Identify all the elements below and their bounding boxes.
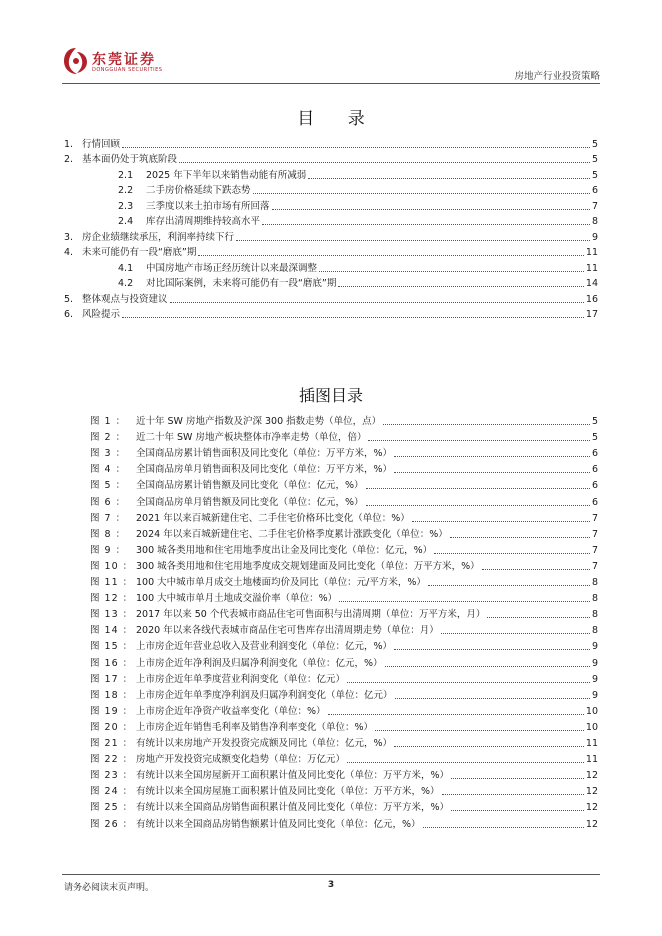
toc-entry[interactable] — [118, 260, 598, 275]
figure-entry-page: 12 — [585, 786, 598, 798]
figure-entry-title: 300 城各类用地和住宅用地季度成交规划建面及同比变化（单位：万平方米，%） — [136, 560, 480, 572]
figure-entry-page: 5 — [591, 416, 598, 427]
toc-entry[interactable] — [64, 306, 598, 321]
toc-entry-page: 9 — [591, 231, 598, 243]
figure-entry-number: 图 4 ： — [90, 464, 127, 476]
figure-entry[interactable] — [90, 783, 598, 798]
figure-entry[interactable] — [90, 687, 598, 702]
figure-entry-page: 6 — [591, 464, 598, 476]
figure-entry[interactable] — [90, 413, 598, 428]
figure-entry-number: 图 2 ： — [90, 432, 127, 444]
figure-entry-title: 2020 年以来各线代表城市商品住宅可售库存出清周期走势（单位：月） — [136, 625, 439, 637]
figure-entry-number: 图 18 ： — [90, 689, 134, 701]
toc-entry-page: 11 — [585, 262, 598, 274]
figure-entry-page: 6 — [591, 448, 598, 460]
figure-entry[interactable] — [90, 638, 598, 653]
toc-entry-title: 库存出清周期维持较高水平 — [146, 216, 261, 228]
figure-entry-leader — [347, 682, 590, 683]
figure-entry[interactable] — [90, 494, 598, 509]
toc-entry-title: 三季度以来土拍市场有所回落 — [146, 200, 270, 212]
toc-entry-leader — [198, 255, 584, 256]
toc-entry[interactable] — [64, 291, 598, 306]
figure-entry[interactable] — [90, 429, 598, 444]
toc-entry[interactable] — [64, 244, 598, 259]
figure-entry[interactable] — [90, 477, 598, 492]
figure-entry-leader — [368, 440, 589, 441]
figure-entry-title: 房地产开发投资完成额变化趋势（单位：万亿元） — [136, 754, 346, 766]
figure-entry[interactable] — [90, 445, 598, 460]
toc-entry-title: 2025 年下半年以来销售动能有所减弱 — [146, 169, 307, 181]
figure-entry-title: 100 大中城市单月成交土地楼面均价及同比（单位：元/平方米，%） — [136, 577, 426, 588]
figure-entry-leader — [394, 472, 590, 473]
figure-entry-page: 6 — [591, 480, 598, 492]
figure-entry-leader — [487, 617, 590, 618]
figure-entry-leader — [482, 569, 590, 570]
figure-entry-leader — [383, 424, 590, 425]
toc-entry-number: 4.1 — [118, 262, 134, 274]
figure-entry-page: 8 — [591, 625, 598, 637]
figure-entry-title: 有统计以来房地产开发投资完成额及同比（单位：亿元，%） — [136, 738, 393, 749]
toc-entry-page: 5 — [591, 154, 598, 166]
toc-entry[interactable] — [118, 167, 598, 182]
toc-entry-leader — [179, 162, 590, 163]
logo-mark-icon — [62, 46, 90, 76]
figure-entry-leader — [394, 746, 584, 747]
toc-entry[interactable] — [118, 182, 598, 197]
figure-entry-title: 上市房企近年净利润及归属净利润变化（单位：亿元，%） — [136, 657, 383, 669]
figure-entry-page: 7 — [591, 544, 598, 556]
toc-entry-leader — [262, 224, 590, 225]
figure-entry[interactable] — [90, 703, 598, 718]
figure-list-title: 插图目录 — [298, 386, 363, 405]
toc-entry-page: 5 — [591, 169, 598, 181]
figure-entry[interactable] — [90, 526, 598, 541]
toc-entry[interactable] — [118, 275, 598, 290]
toc-entry-title: 未来可能仍有一段“磨底”期 — [82, 247, 197, 259]
figure-entry-number: 图 5 ： — [90, 480, 127, 492]
figure-entry-title: 100 大中城市单月土地成交溢价率（单位：%） — [136, 593, 338, 605]
figure-entry-title: 上市房企近年营业总收入及营业利润变化（单位：亿元，%） — [136, 641, 393, 653]
figure-entry-number: 图 23 ： — [90, 770, 134, 782]
toc-entry-leader — [253, 193, 590, 194]
figure-entry-page: 10 — [585, 705, 598, 717]
figure-entry[interactable] — [90, 606, 598, 621]
figure-entry[interactable] — [90, 719, 598, 734]
figure-entry[interactable] — [90, 655, 598, 670]
toc-entry-page: 6 — [591, 185, 598, 197]
figure-entry-title: 近十年 SW 房地产指数及沪深 300 指数走势（单位，点） — [136, 416, 382, 427]
figure-entry-number: 图 11 ： — [90, 577, 134, 588]
figure-entry-number: 图 19 ： — [90, 705, 134, 717]
toc-entry-number: 3. — [64, 231, 74, 243]
toc-entry-number: 2.2 — [118, 185, 134, 197]
figure-entry[interactable] — [90, 816, 598, 831]
toc-entry-number: 2.3 — [118, 200, 134, 212]
company-logo — [62, 46, 202, 80]
figure-entry[interactable] — [90, 671, 598, 686]
figure-entry-number: 图 1 ： — [90, 416, 127, 427]
toc-entry-title: 二手房价格延续下跌态势 — [146, 185, 251, 197]
figure-entry[interactable] — [90, 542, 598, 557]
toc-entry-leader — [170, 302, 584, 303]
toc-entry-title: 整体观点与投资建议 — [82, 293, 168, 305]
figure-entry-number: 图 17 ： — [90, 673, 134, 685]
figure-entry-number: 图 24 ： — [90, 786, 134, 798]
figure-entry-number: 图 9 ： — [90, 544, 127, 556]
toc-entry-number: 2.4 — [118, 216, 134, 228]
figure-entry-leader — [328, 714, 584, 715]
toc-entry-number: 5. — [64, 293, 74, 305]
figure-entry-number: 图 26 ： — [90, 818, 134, 830]
footer-disclaimer: 请务必阅读末页声明。 — [64, 883, 155, 893]
page-number: 3 — [327, 880, 335, 890]
figure-entry-number: 图 16 ： — [90, 657, 134, 669]
figure-entry-title: 上市房企近年单季度净利润及归属净利润变化（单位：亿元） — [136, 689, 393, 701]
figure-entry-page: 11 — [585, 754, 598, 766]
figure-entry-number: 图 22 ： — [90, 754, 134, 766]
toc-entry-leader — [236, 240, 590, 241]
figure-entry-leader — [366, 505, 590, 506]
toc-entry-number: 2. — [64, 154, 74, 166]
figure-entry-leader — [339, 601, 590, 602]
figure-entry[interactable] — [90, 461, 598, 476]
figure-entry-number: 图 14 ： — [90, 625, 134, 637]
brand-name-cn: 东莞证券 — [92, 52, 156, 68]
toc-entry-page: 8 — [591, 216, 598, 228]
figure-entry-leader — [428, 585, 590, 586]
figure-entry-title: 近二十年 SW 房地产板块整体市净率走势（单位，倍） — [136, 432, 367, 444]
figure-entry-number: 图 15 ： — [90, 641, 134, 653]
figure-entry-number: 图 13 ： — [90, 609, 134, 621]
figure-entry-number: 图 6 ： — [90, 496, 127, 508]
toc-entry-number: 4. — [64, 247, 74, 259]
toc-entry-leader — [308, 178, 590, 179]
figure-entry-number: 图 25 ： — [90, 802, 134, 814]
figure-entry-leader — [394, 649, 590, 650]
figure-entry-leader — [441, 633, 590, 634]
figure-entry-page: 9 — [591, 689, 598, 701]
figure-entry-page: 12 — [585, 818, 598, 830]
figure-entry-leader — [375, 730, 584, 731]
figure-entry-page: 9 — [591, 657, 598, 669]
toc-entry[interactable] — [64, 229, 598, 244]
figure-entry-number: 图 21 ： — [90, 738, 134, 749]
toc-entry-title: 中国房地产市场正经历统计以来最深调整 — [146, 262, 318, 274]
figure-entry[interactable] — [90, 799, 598, 814]
figure-entry-title: 2021 年以来百城新建住宅、二手住宅价格环比变化（单位：%） — [136, 512, 410, 524]
report-type-label: 房地产行业投资策略 — [514, 71, 600, 82]
figure-entry-page: 7 — [591, 528, 598, 540]
figure-entry-page: 9 — [591, 641, 598, 653]
toc-entry-title: 对比国际案例，未来将可能仍有一段“磨底”期 — [146, 278, 337, 290]
figure-entry-title: 上市房企近年销售毛利率及销售净利率变化（单位：%） — [136, 721, 374, 733]
toc-entry-page: 14 — [585, 278, 598, 290]
figure-entry-title: 2024 年以来百城新建住宅、二手住宅价格季度累计涨跌变化（单位：%） — [136, 528, 448, 540]
figure-entry-title: 有统计以来全国商品房销售额累计值及同比变化（单位：亿元，%） — [136, 818, 421, 830]
figure-entry-page: 11 — [585, 738, 598, 749]
toc-entry-title: 基本面仍处于筑底阶段 — [82, 154, 178, 166]
toc-entry-page: 11 — [585, 247, 598, 259]
toc-entry-number: 6. — [64, 308, 74, 320]
figure-entry-leader — [347, 762, 584, 763]
figure-entry-leader — [442, 794, 584, 795]
header-divider — [62, 83, 600, 84]
figure-entry-title: 有统计以来全国房屋施工面积累计值及同比变化（单位：万平方米，%） — [136, 786, 440, 798]
figure-entry-page: 8 — [591, 577, 598, 588]
figure-entry-page: 7 — [591, 560, 598, 572]
toc-title: 目 录 — [297, 109, 379, 129]
figure-entry[interactable] — [90, 558, 598, 573]
toc-entry-page: 7 — [591, 200, 598, 212]
figure-entry-number: 图 7 ： — [90, 512, 127, 524]
toc-entry-leader — [272, 209, 590, 210]
figure-entry-page: 5 — [591, 432, 598, 444]
figure-entry-number: 图 10 ： — [90, 560, 134, 572]
figure-entry[interactable] — [90, 590, 598, 605]
toc-entry-page: 16 — [585, 293, 598, 305]
toc-entry-title: 行情回顾 — [82, 139, 121, 150]
figure-entry-leader — [451, 778, 584, 779]
figure-entry-page: 12 — [585, 802, 598, 814]
figure-entry[interactable] — [90, 735, 598, 750]
figure-entry[interactable] — [90, 751, 598, 766]
figure-entry-page: 12 — [585, 770, 598, 782]
figure-entry-number: 图 12 ： — [90, 593, 134, 605]
figure-entry-leader — [451, 810, 584, 811]
toc-entry[interactable] — [118, 198, 598, 213]
figure-entry-title: 全国商品房单月销售额及同比变化（单位：亿元，%） — [136, 496, 364, 508]
toc-entry-number: 1. — [64, 139, 74, 150]
toc-entry-page: 5 — [591, 139, 598, 150]
figure-entry-leader — [366, 488, 590, 489]
figure-entry-title: 2017 年以来 50 个代表城市商品住宅可售面积与出清周期（单位：万平方米，月） — [136, 609, 486, 621]
figure-entry-leader — [434, 553, 590, 554]
figure-entry-title: 全国商品房累计销售额及同比变化（单位：亿元，%） — [136, 480, 364, 492]
figure-entry-number: 图 20 ： — [90, 721, 134, 733]
toc-entry-number: 2.1 — [118, 169, 134, 181]
toc-entry-leader — [122, 147, 590, 148]
figure-entry-page: 8 — [591, 593, 598, 605]
figure-entry-page: 9 — [591, 673, 598, 685]
figure-entry-title: 上市房企近年净资产收益率变化（单位：%） — [136, 705, 326, 717]
figure-entry[interactable] — [90, 767, 598, 782]
figure-entry-number: 图 8 ： — [90, 528, 127, 540]
figure-entry-page: 6 — [591, 496, 598, 508]
figure-entry-title: 全国商品房单月销售面积及同比变化（单位：万平方米，%） — [136, 464, 393, 476]
footer-divider — [62, 874, 600, 875]
figure-entry-leader — [395, 698, 590, 699]
figure-entry-leader — [385, 666, 590, 667]
figure-entry-leader — [412, 521, 590, 522]
figure-entry-page: 8 — [591, 609, 598, 621]
toc-entry-title: 房企业绩继续承压，利润率持续下行 — [82, 231, 235, 243]
figure-entry[interactable] — [90, 574, 598, 589]
figure-entry-title: 上市房企近年单季度营业利润变化（单位：亿元） — [136, 673, 346, 685]
figure-entry-page: 10 — [585, 721, 598, 733]
toc-entry-page: 17 — [585, 308, 598, 320]
figure-entry-title: 有统计以来全国商品房销售面积累计值及同比变化（单位：万平方米，%） — [136, 802, 450, 814]
toc-entry-number: 4.2 — [118, 278, 134, 290]
figure-entry-leader — [450, 537, 590, 538]
toc-entry-leader — [122, 317, 584, 318]
figure-entry-leader — [394, 456, 590, 457]
figure-entry-leader — [423, 827, 584, 828]
figure-entry-number: 图 3 ： — [90, 448, 127, 460]
toc-entry-leader — [338, 286, 584, 287]
figure-entry-title: 有统计以来全国房屋新开工面积累计值及同比变化（单位：万平方米，%） — [136, 770, 450, 782]
figure-entry[interactable] — [90, 622, 598, 637]
brand-name-en: DONGGUAN SECURITIES — [92, 67, 163, 73]
toc-entry[interactable] — [118, 213, 598, 228]
toc-entry[interactable] — [64, 136, 598, 151]
figure-entry-title: 全国商品房累计销售面积及同比变化（单位：万平方米，%） — [136, 448, 393, 460]
figure-entry[interactable] — [90, 510, 598, 525]
toc-entry[interactable] — [64, 151, 598, 166]
figure-entry-page: 7 — [591, 512, 598, 524]
figure-entry-title: 300 城各类用地和住宅用地季度出让金及同比变化（单位：亿元，%） — [136, 544, 433, 556]
toc-entry-leader — [319, 271, 584, 272]
toc-entry-title: 风险提示 — [82, 308, 121, 320]
